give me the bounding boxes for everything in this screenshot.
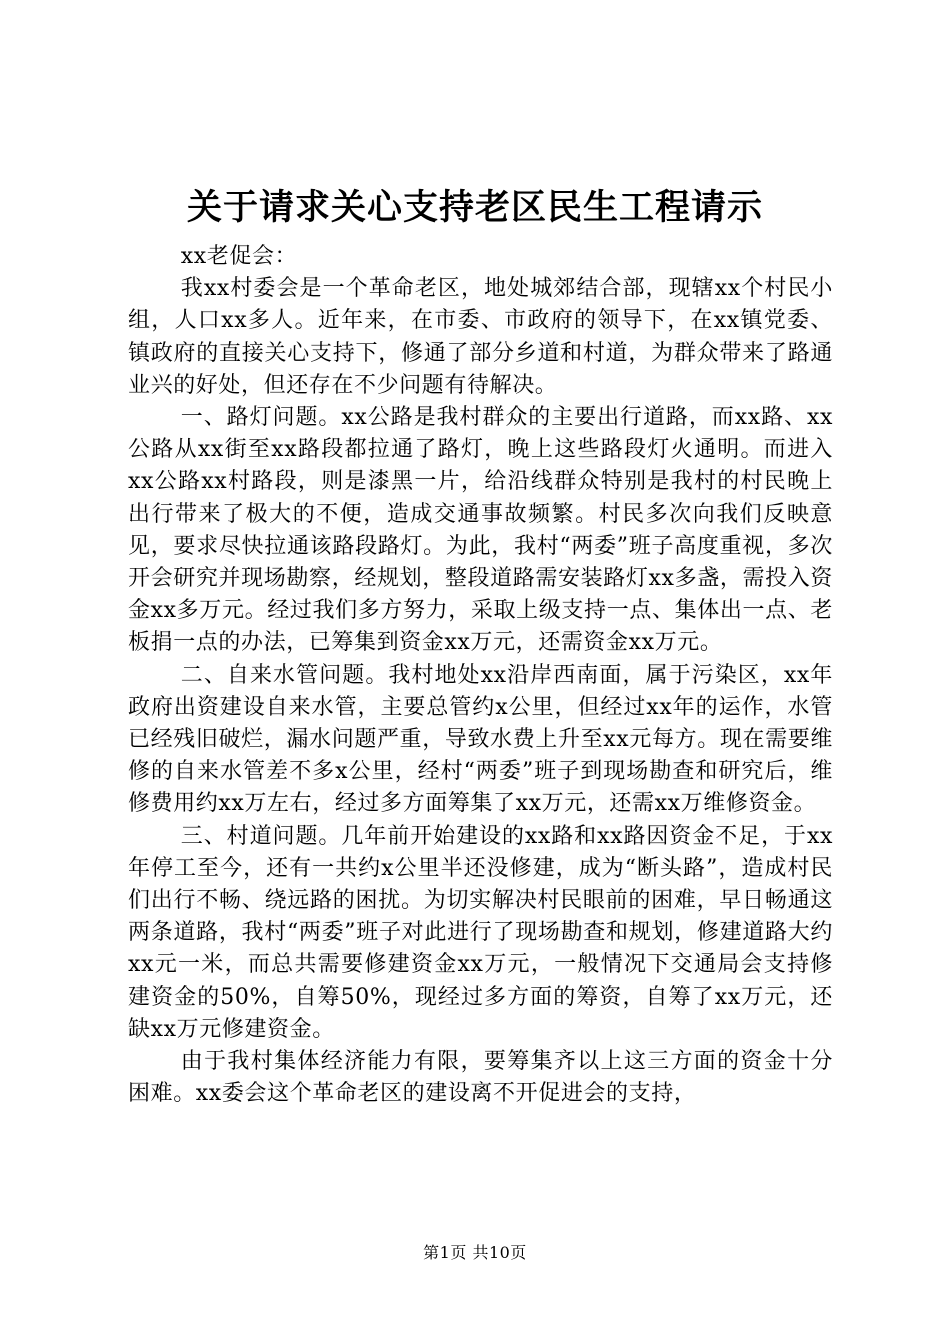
document-body: [128, 241, 833, 1110]
paragraph-streetlight-issue: 一、路灯问题。xx公路是我村群众的主要出行道路，而xx路、xx公路从xx街至xx路段都拉通了路灯，晚上这些路段灯火通明。而进入xx公路xx村路段，则是漆黑一片，给沿线群众特别是我村的村民晚上出行带来了极大的不便，造成交通事故频繁。村民多次向我们反映意见，要求尽快拉通该路段路灯。为此，我村“两委”班子高度重视，多次开会研究并现场勘察，经规划，整段道路需安装路灯xx多盏，需投入资金xx多万元。经过我们多方努力，采取上级支持一点、集体出一点、老板捐一点的办法，已筹集到资金xx万元，还需资金xx万元。: [128, 405, 833, 656]
paragraph-intro: 我xx村委会是一个革命老区，地处城郊结合部，现辖xx个村民小组，人口xx多人。近年来，在市委、市政府的领导下，在xx镇党委、镇政府的直接关心支持下，修通了部分乡道和村道，为群众带来了路通业兴的好处，但还存在不少问题有待解决。: [128, 276, 833, 398]
document-title: 关于请求关心支持老区民生工程请示: [186, 187, 763, 228]
salutation: xx老促会：: [180, 244, 298, 269]
paragraph-conclusion: 由于我村集体经济能力有限，要筹集齐以上这三方面的资金十分困难。xx委会这个革命老区的建设离不开促进会的支持，: [128, 1049, 833, 1107]
page-footer: 第1页 共10页: [423, 1243, 527, 1262]
paragraph-water-pipe-issue: 二、自来水管问题。我村地处xx沿岸西南面，属于污染区，xx年政府出资建设自来水管，主要总管约x公里，但经过xx年的运作，水管已经残旧破烂，漏水问题严重，导致水费上升至xx元每方。现在需要维修的自来水管差不多x公里，经村“两委”班子到现场勘查和研究后，维修费用约xx万左右，经过多方面筹集了xx万元，还需xx万维修资金。: [128, 662, 833, 817]
paragraph-village-road-issue: 三、村道问题。几年前开始建设的xx路和xx路因资金不足，于xx年停工至今，还有一共约x公里半还没修建，成为“断头路”，造成村民们出行不畅、绕远路的困扰。为切实解决村民眼前的困难，早日畅通这两条道路，我村“两委”班子对此进行了现场勘查和规划，修建道路大约xx元一米，而总共需要修建资金xx万元，一般情况下交通局会支持修建资金的50%，自筹50%，现经过多方面的筹资，自筹了xx万元，还缺xx万元修建资金。: [128, 823, 833, 1042]
